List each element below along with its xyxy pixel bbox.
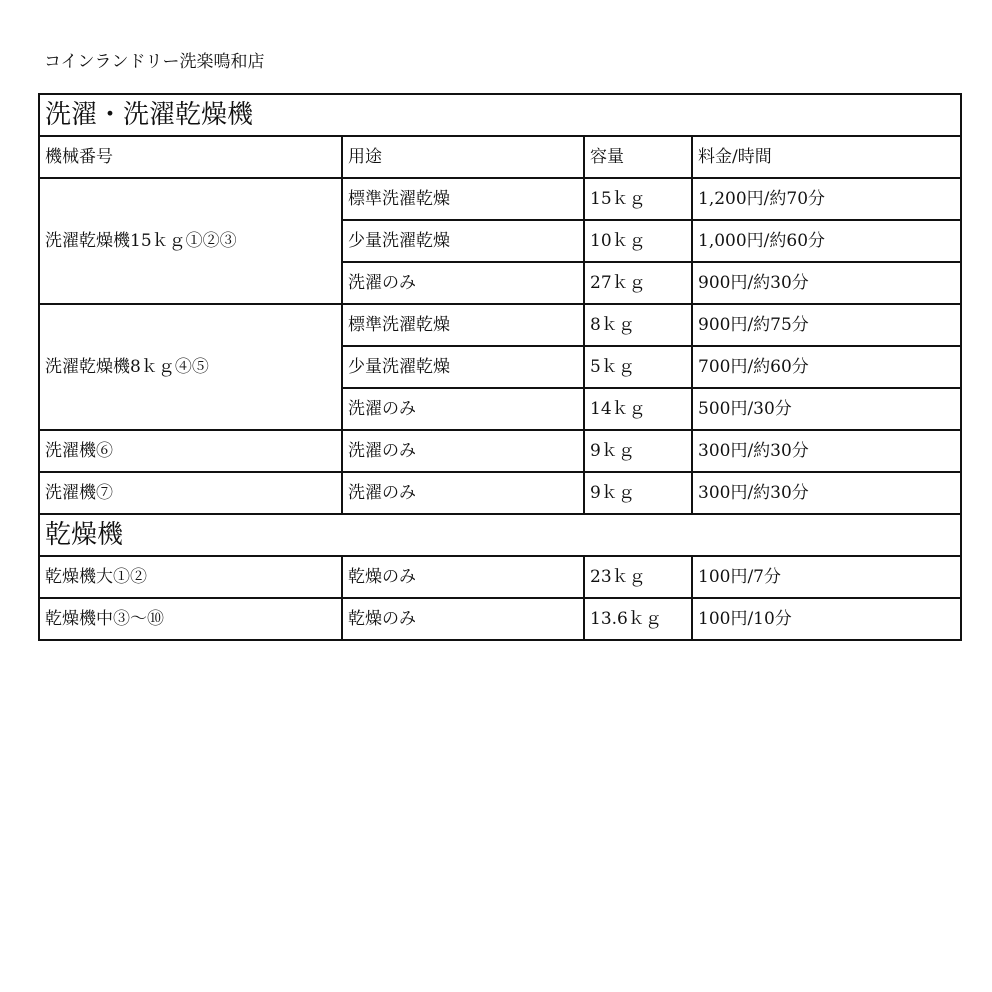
- table-row: [39, 598, 961, 640]
- table-row: [39, 178, 961, 220]
- section-title-dryer: 乾燥機: [39, 514, 961, 556]
- price-cell: 1,000円/約60分: [692, 220, 961, 262]
- section-title-washer-dryer: 洗濯・洗濯乾燥機: [39, 94, 961, 136]
- table-row: [39, 472, 961, 514]
- use-cell: 洗濯のみ: [342, 388, 584, 430]
- machine-cell: 乾燥機中③～⑩: [39, 598, 342, 640]
- use-cell: 標準洗濯乾燥: [342, 304, 584, 346]
- header-capacity: 容量: [584, 136, 692, 178]
- use-cell: 洗濯のみ: [342, 472, 584, 514]
- capacity-cell: 27ｋｇ: [584, 262, 692, 304]
- capacity-cell: 23ｋｇ: [584, 556, 692, 598]
- capacity-cell: 15ｋｇ: [584, 178, 692, 220]
- price-cell: 300円/約30分: [692, 430, 961, 472]
- use-cell: 少量洗濯乾燥: [342, 346, 584, 388]
- section-row-dryer: [39, 514, 961, 556]
- capacity-cell: 14ｋｇ: [584, 388, 692, 430]
- price-cell: 500円/30分: [692, 388, 961, 430]
- capacity-cell: 5ｋｇ: [584, 346, 692, 388]
- price-cell: 100円/10分: [692, 598, 961, 640]
- header-row: [39, 136, 961, 178]
- capacity-cell: 13.6ｋｇ: [584, 598, 692, 640]
- use-cell: 乾燥のみ: [342, 556, 584, 598]
- header-machine: 機械番号: [39, 136, 342, 178]
- use-cell: 乾燥のみ: [342, 598, 584, 640]
- machine-cell: 洗濯機⑥: [39, 430, 342, 472]
- price-cell: 100円/7分: [692, 556, 961, 598]
- capacity-cell: 9ｋｇ: [584, 430, 692, 472]
- price-cell: 1,200円/約70分: [692, 178, 961, 220]
- machine-cell: 乾燥機大①②: [39, 556, 342, 598]
- use-cell: 洗濯のみ: [342, 262, 584, 304]
- table-row: [39, 430, 961, 472]
- header-price: 料金/時間: [692, 136, 961, 178]
- machine-cell: 洗濯乾燥機15ｋｇ①②③: [39, 178, 342, 304]
- price-cell: 900円/約75分: [692, 304, 961, 346]
- store-name: コインランドリー洗楽鳴和店: [44, 52, 265, 72]
- price-cell: 300円/約30分: [692, 472, 961, 514]
- capacity-cell: 9ｋｇ: [584, 472, 692, 514]
- machine-cell: 洗濯機⑦: [39, 472, 342, 514]
- price-cell: 900円/約30分: [692, 262, 961, 304]
- use-cell: 標準洗濯乾燥: [342, 178, 584, 220]
- use-cell: 洗濯のみ: [342, 430, 584, 472]
- table-row: [39, 556, 961, 598]
- capacity-cell: 8ｋｇ: [584, 304, 692, 346]
- use-cell: 少量洗濯乾燥: [342, 220, 584, 262]
- price-cell: 700円/約60分: [692, 346, 961, 388]
- section-row-washer-dryer: [39, 94, 961, 136]
- header-use: 用途: [342, 136, 584, 178]
- price-table: [38, 93, 962, 641]
- table-row: [39, 304, 961, 346]
- capacity-cell: 10ｋｇ: [584, 220, 692, 262]
- machine-cell: 洗濯乾燥機8ｋｇ④⑤: [39, 304, 342, 430]
